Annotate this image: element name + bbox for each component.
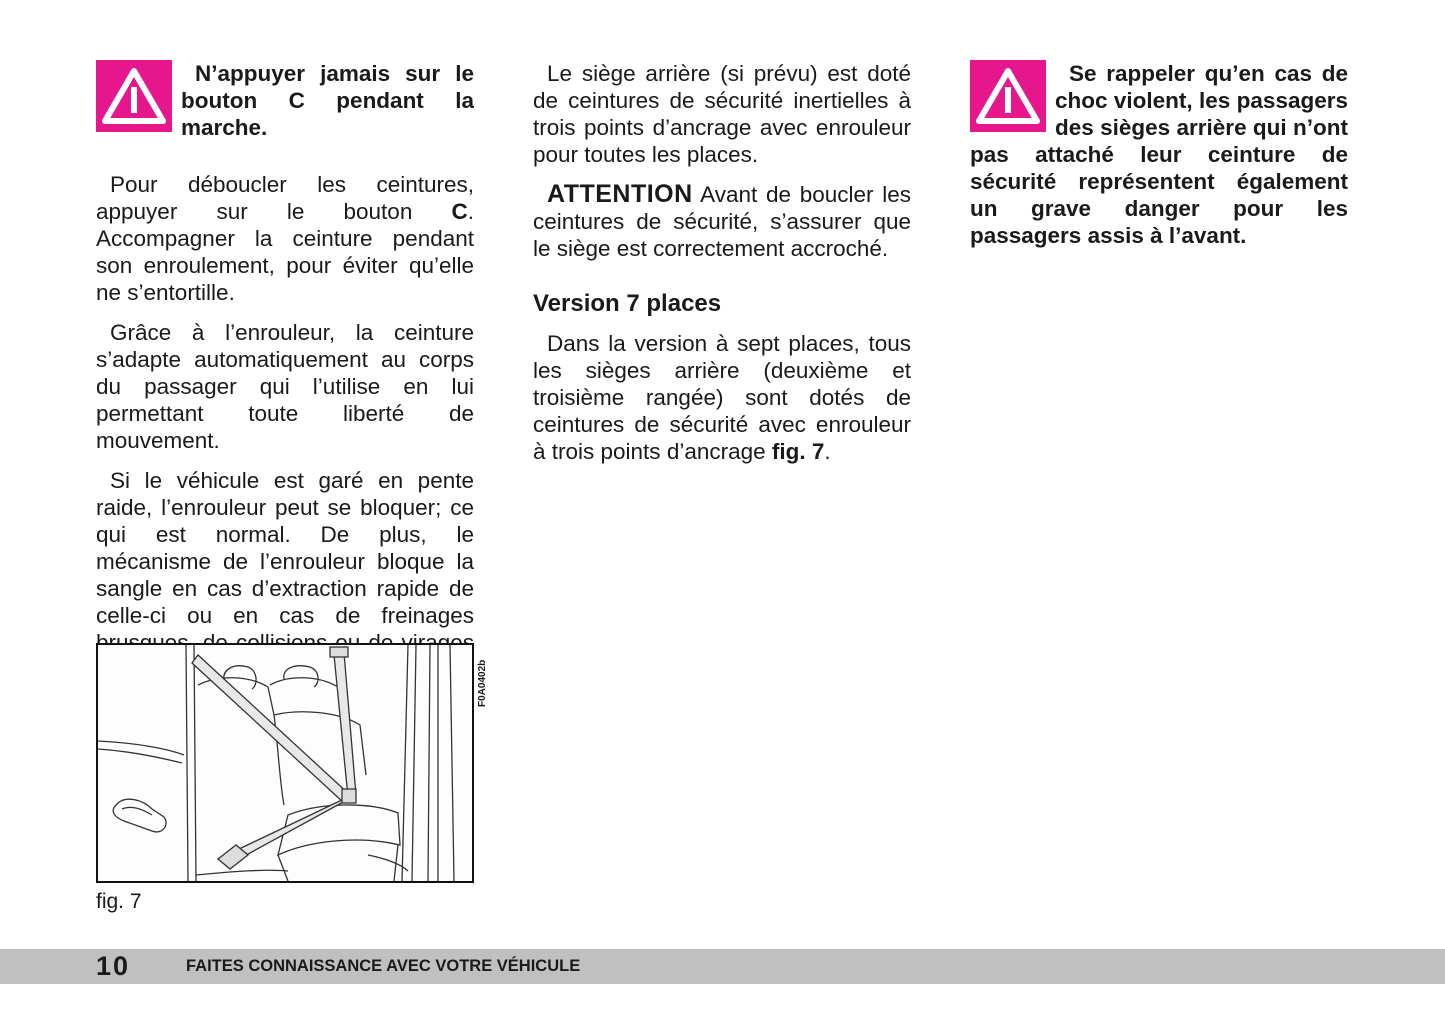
warning-triangle-icon [96,60,172,132]
column-right [970,60,1348,279]
warning-triangle-icon [970,60,1046,132]
attention-note: ATTENTION Avant de boucler les ceintures de sécurité, s’assurer que le siège est correctement accroché. [533,180,911,261]
paragraph: Le siège arrière (si prévu) est doté de ceintures de sécurité inertielles à trois points d’ancrage avec enrouleur pour toutes les places. [533,61,911,167]
paragraph: Grâce à l’enrouleur, la ceinture s’adapte automatiquement au corps du passager qui l’utilise en lui permettant toute liberté de mouvement. [96,320,474,453]
paragraph: Si le véhicule est garé en pente raide, l’enrouleur peut se bloquer; ce qui est normal. De plus, le mécanisme de l’enrouleur bloque la sangle en cas d’extraction rapide de celle-ci ou en cas de freinages [96,468,474,628]
paragraph: Dans la version à sept places, tous les sièges arrière (deuxième et troisième rangée) sont dotés de ceintures de sécurité avec enrouleur à trois points d’ancrage fig. 7. [533,331,911,464]
warning-box [970,60,1348,249]
seatbelt-illustration [96,643,474,883]
paragraph: Pour déboucler les ceintures, appuyer sur le bouton C. Accompagner la ceinture pendant son enroulement, pour éviter qu’elle ne s’entortille. [96,172,474,305]
column-left [96,60,474,683]
attention-label: ATTENTION [547,180,693,208]
figure-code: F0A0402b [477,659,488,707]
page-number: 10 [96,951,131,981]
warning-box [96,60,474,141]
page-footer [0,949,1445,984]
figure-caption: fig. 7 [96,890,142,913]
section-title: FAITES CONNAISSANCE AVEC VOTRE VÉHICULE [186,957,581,975]
column-middle [533,60,911,465]
warning-text: Se rappeler qu’en cas de choc violent, les passagers des sièges arrière qui n’ont pas attaché leur ceinture de sécurité représentent également un grave danger pour les passagers assis à l’avant. [970,61,1348,248]
warning-text: N’appuyer jamais sur le bouton C pendant la marche. [181,61,474,140]
section-heading: Version 7 places [533,290,722,317]
